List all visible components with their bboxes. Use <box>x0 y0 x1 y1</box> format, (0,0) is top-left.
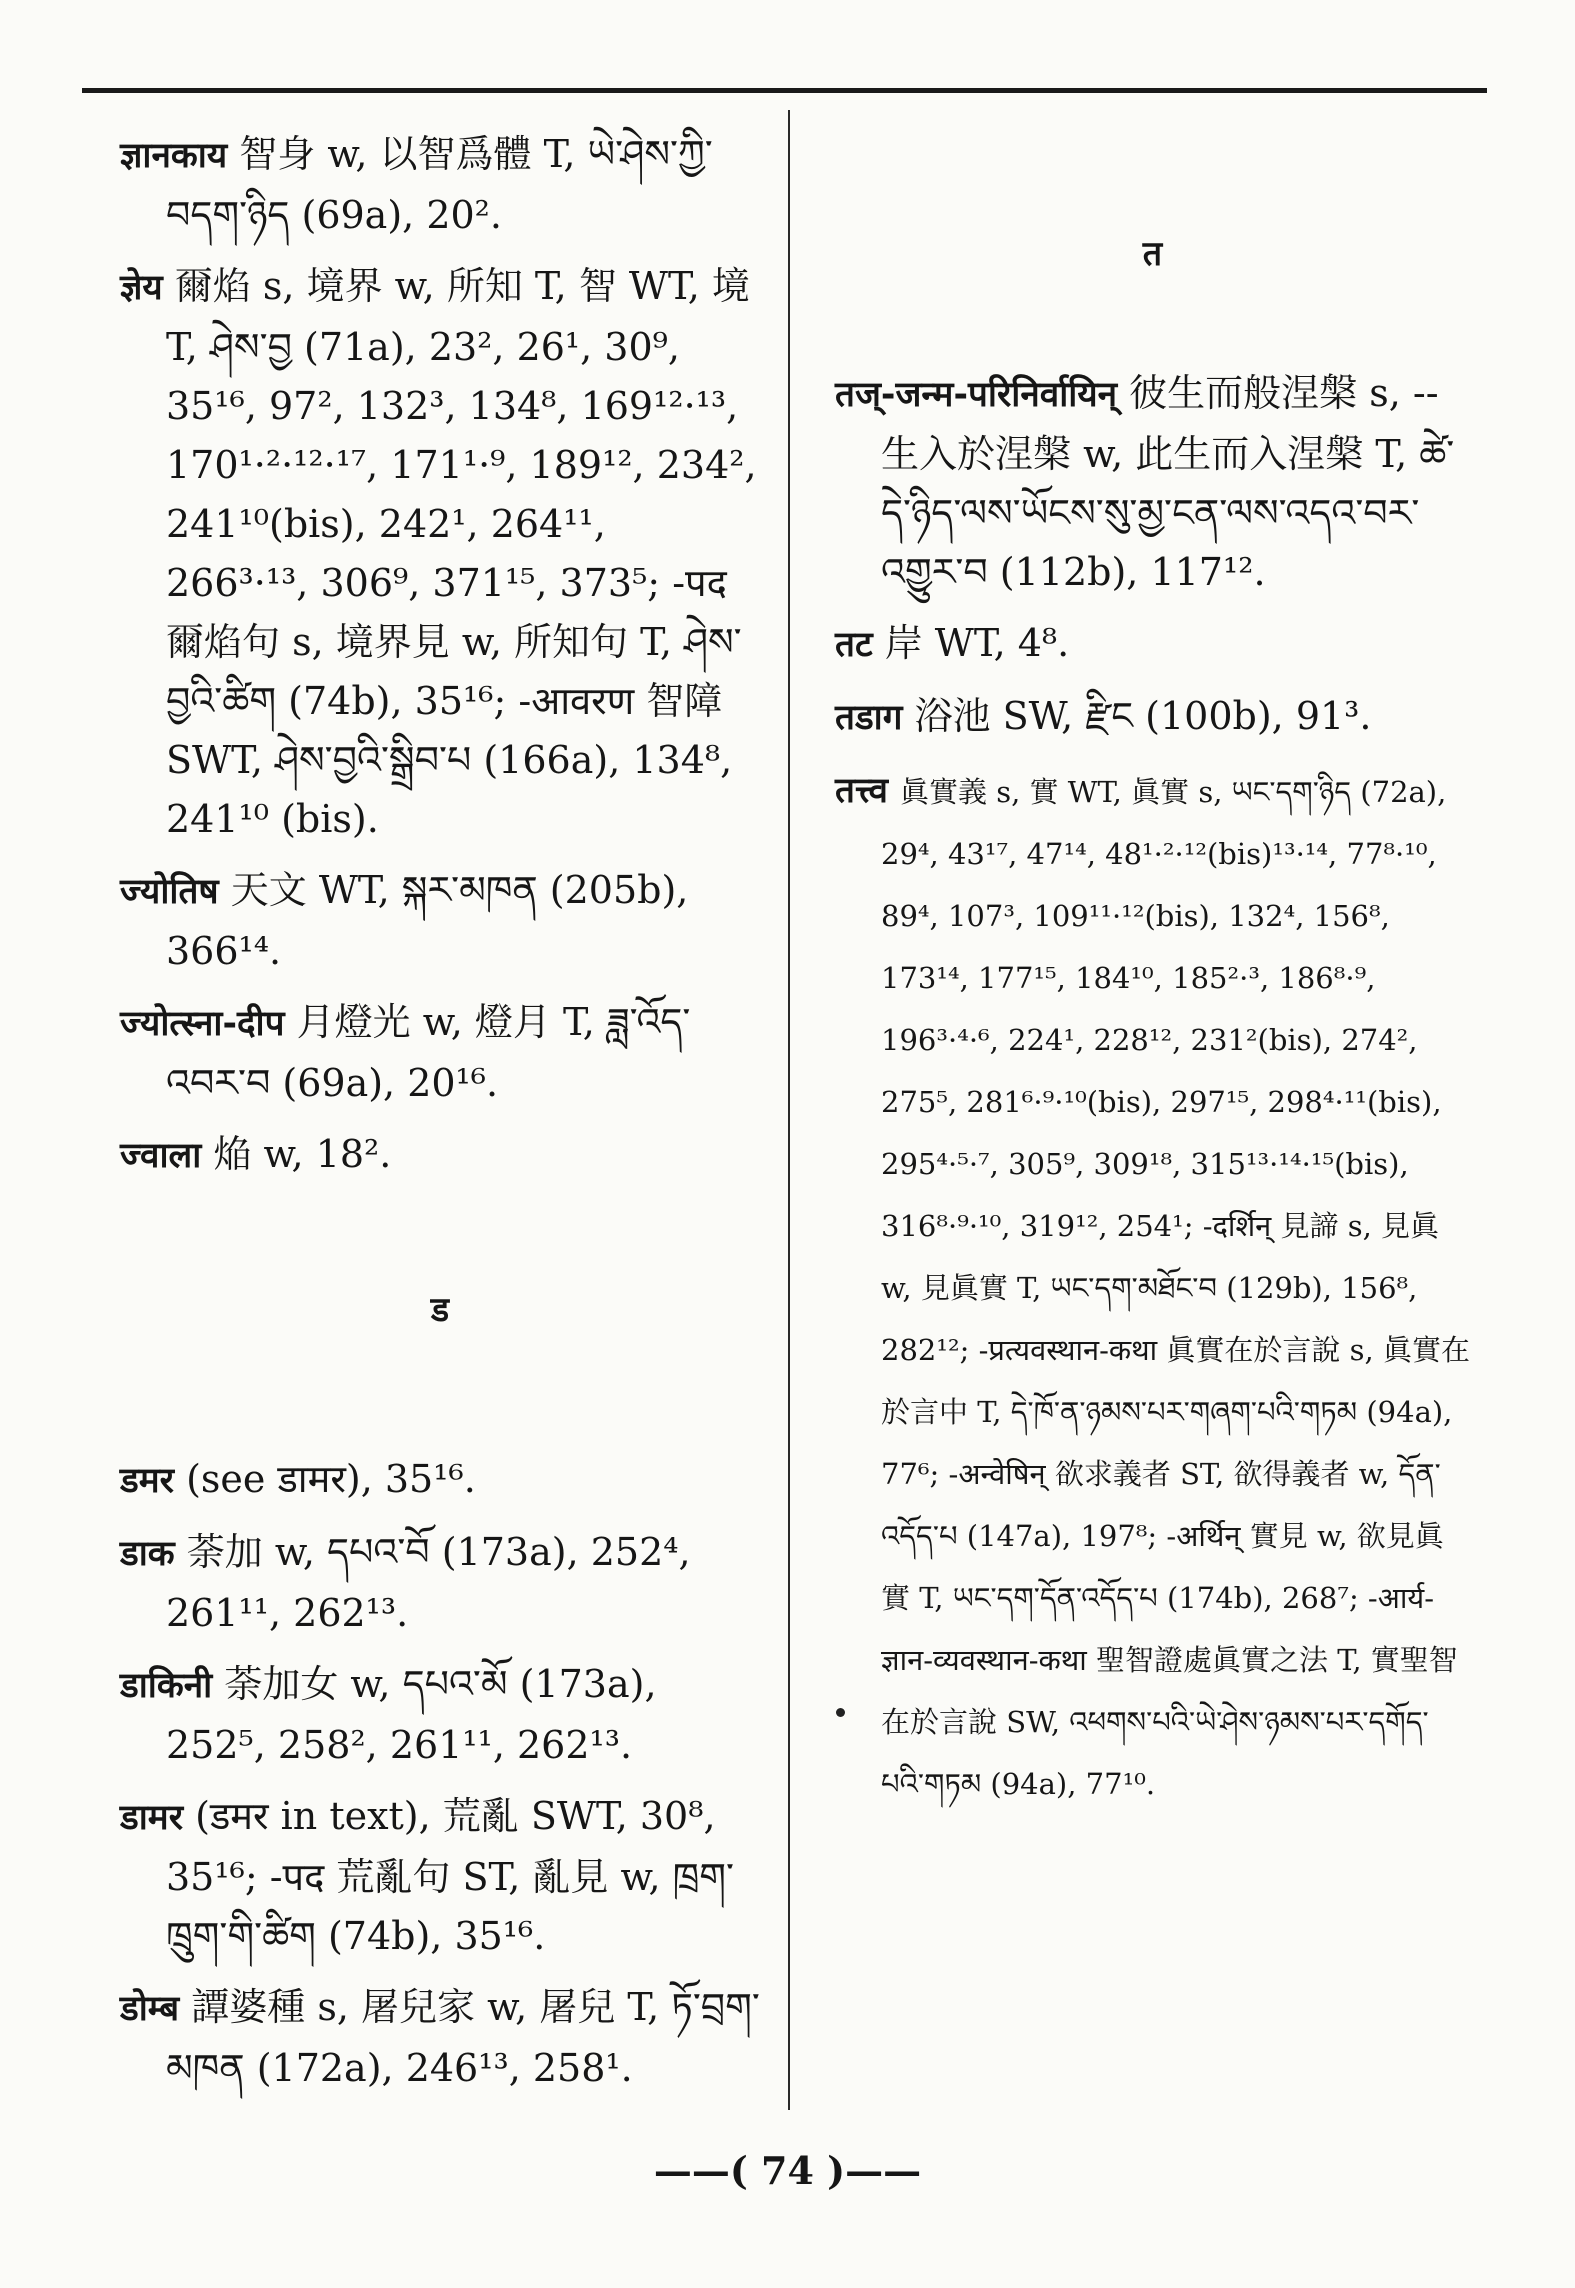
entry-text: 岸 WT, 4⁸. <box>884 621 1070 665</box>
entry-text: 譚婆種 s, 屠兒家 w, 屠兒 T, ཏོ་བྲག་མཁན (172a), 246¹³, 258¹. <box>166 1985 760 2090</box>
entry-text: 彼生而般涅槃 s, --生入於涅槃 w, 此生而入涅槃 T, ཚེ་དེ་ཉིད་ལས་ཡོངས་སུ་མྱ་ངན་ལས་འདའ་བར་འགྱུར་བ (112b), 117¹². <box>881 371 1455 594</box>
headword: ज्ञानकाय <box>120 136 228 176</box>
headword: तडाग <box>835 698 903 738</box>
dictionary-entry <box>835 614 1470 675</box>
dictionary-entry <box>120 1978 760 2098</box>
dictionary-entry <box>120 1523 760 1643</box>
headword: डामर <box>120 1798 184 1838</box>
page-number: ——( 74 )—— <box>653 2148 922 2193</box>
section-letter: त <box>1142 234 1163 274</box>
headword: डाकिनी <box>120 1666 213 1706</box>
headword: तट <box>835 625 873 665</box>
margin-dot <box>836 1708 845 1717</box>
dictionary-entry <box>835 760 1470 1814</box>
dictionary-entry <box>120 861 760 981</box>
dictionary-entry <box>835 687 1470 748</box>
dictionary-entry <box>120 1450 760 1511</box>
section-letter: ड <box>430 1290 450 1330</box>
dictionary-entry <box>120 1125 760 1186</box>
entry-text: 荼加 w, དཔའ་བོ (173a), 252⁴, 261¹¹, 262¹³. <box>166 1530 691 1635</box>
left-column <box>120 125 760 2110</box>
headword: तत्त्व <box>835 771 888 811</box>
dictionary-entry <box>835 364 1470 602</box>
dictionary-entry <box>120 257 760 849</box>
right-column <box>835 125 1470 1826</box>
entry-text: 智身 w, 以智爲體 T, ཡེ་ཤེས་ཀྱི་བདག་ཉིད (69a), 20². <box>166 132 713 237</box>
entry-text: 焔 w, 18². <box>213 1132 392 1176</box>
entry-text: 眞實義 s, 實 WT, 眞實 s, ཡང་དག་ཉིད (72a), 29⁴, 43¹⁷, 47¹⁴, 48¹·²·¹²(bis)¹³·¹⁴, 77⁸·¹⁰, 89⁴, 107³, 109¹¹·¹²(bis), 132⁴, 156⁸, 173¹⁴, 177¹⁵, 184¹⁰, 185²·³, 186⁸·⁹, 196³·⁴·⁶, 224¹, 228¹², 231²(bis), 274², 275⁵, 281⁶·⁹·¹⁰(bis), 297¹⁵, 298⁴·¹¹(bis), 295⁴·⁵·⁷, 305⁹, 309¹⁸, 315¹³·¹⁴·¹⁵(bis), 316⁸·⁹·¹⁰, 319¹², 254¹; -दर्शिन् 見諦 s, 見眞 w, 見眞實 T, ཡང་དག་མཐོང་བ (129b), 156⁸, 282¹²; -प्रत्यवस्थान-कथा 眞實在於言說 s, 眞實在於言中 T, དེ་ཁོ་ན་ཉམས་པར་གཞག་པའི་གཏམ (94a), 77⁶; -अन्वेषिन् 欲求義者 ST, 欲得義者 w, དོན་འདོད་པ (147a), 197⁸; -अर्थिन् 實見 w, 欲見眞實 T, ཡང་དག་དོན་འདོད་པ (174b), 268⁷; -आर्य-ज्ञान-व्यवस्थान-कथा 聖智證處眞實之法 T, 實聖智在於言說 SW, འཕགས་པའི་ཡེ་ཤེས་ཉམས་པར་དགོད་པའི་གཏམ (94a), 77¹⁰. <box>881 775 1470 1801</box>
headword: ज्वाला <box>120 1136 202 1176</box>
headword: ज्योतिष <box>120 872 219 912</box>
entry-text: 浴池 SW, རྫིང (100b), 91³. <box>914 694 1372 738</box>
entry-text: 爾焰 s, 境界 w, 所知 T, 智 WT, 境 T, ཤེས་བྱ (71a), 23², 26¹, 30⁹, 35¹⁶, 97², 132³, 134⁸, 169¹²·¹³, 170¹·²·¹²·¹⁷, 171¹·⁹, 189¹², 234², 241¹⁰(bis), 242¹, 264¹¹, 266³·¹³, 306⁹, 371¹⁵, 373⁵; -पद 爾焰句 s, 境界見 w, 所知句 T, ཤེས་བྱའི་ཚིག (74b), 35¹⁶; -आवरण 智障 SWT, ཤེས་བྱའི་སྒྲིབ་པ (166a), 134⁸, 241¹⁰ (bis). <box>166 264 757 841</box>
headword: ज्ञेय <box>120 268 163 308</box>
headword: डाक <box>120 1534 175 1574</box>
entry-text: 荼加女 w, དཔའ་མོ (173a), 252⁵, 258², 261¹¹, 262¹³. <box>166 1662 657 1767</box>
headword: डोम्ब <box>120 1989 180 2029</box>
dictionary-entry <box>120 1787 760 1966</box>
entry-text: (see डामर), 35¹⁶. <box>186 1457 476 1501</box>
dictionary-entry <box>120 1655 760 1775</box>
headword: तज्-जन्म-परिनिर्वायिन् <box>835 375 1118 415</box>
dictionary-entry <box>120 993 760 1113</box>
entry-text: (डमर in text), 荒亂 SWT, 30⁸, 35¹⁶; -पद 荒亂句 ST, 亂見 w, ཁྲག་ཁྲུག་གི་ཚིག (74b), 35¹⁶. <box>166 1794 735 1958</box>
entry-text: 天文 WT, སྐར་མཁན (205b), 366¹⁴. <box>166 868 689 973</box>
headword: डमर <box>120 1461 174 1501</box>
dictionary-entry <box>120 125 760 245</box>
column-divider <box>788 110 790 2110</box>
top-rule <box>82 88 1487 93</box>
headword: ज्योत्स्ना-दीप <box>120 1004 285 1044</box>
entry-text: 月燈光 w, 燈月 T, ཟླ་འོད་འབར་བ (69a), 20¹⁶. <box>166 1000 691 1105</box>
